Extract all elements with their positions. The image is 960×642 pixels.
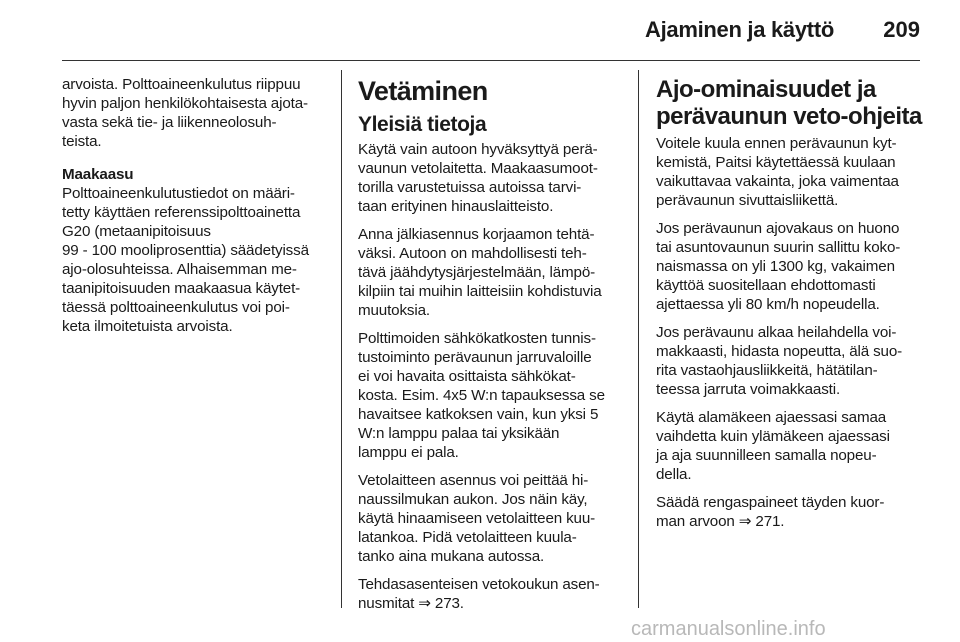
page-header xyxy=(0,0,960,62)
text-line: torilla varustetuissa autoissa tarvi- xyxy=(358,179,582,196)
intro-paragraph xyxy=(62,75,334,151)
paragraph xyxy=(656,408,928,484)
text-line: muutoksia. xyxy=(358,302,430,319)
text-line: ja aja suunnilleen samalla nopeu- xyxy=(656,447,877,464)
text-line: tai asuntovaunun suurin sallittu koko- xyxy=(656,239,901,256)
text-line: teista. xyxy=(62,133,102,150)
heading-line: Ajo-ominaisuudet ja xyxy=(656,76,876,103)
paragraph xyxy=(656,219,928,314)
column-3 xyxy=(656,76,928,540)
text-line: vasta sekä tie- ja liikenneolosuh- xyxy=(62,114,277,131)
text-line: Jos perävaunu alkaa heilahdella voi- xyxy=(656,324,897,341)
page-reference[interactable]: man arvoon ⇒ 271. xyxy=(656,513,785,530)
text-line: naismassa on yli 1300 kg, vakaimen xyxy=(656,258,895,275)
header-divider xyxy=(62,60,920,61)
page-number: 209 xyxy=(883,17,920,42)
page-reference[interactable]: nusmitat ⇒ 273. xyxy=(358,595,464,612)
text-line: perävaunun sivuttaisliikettä. xyxy=(656,192,839,209)
text-line: Käytä vain autoon hyväksyttyä perä- xyxy=(358,141,598,158)
text-line: Anna jälkiasennus korjaamon tehtä- xyxy=(358,226,595,243)
text-line: käytä hinaamiseen vetolaitteen kuu- xyxy=(358,510,596,527)
column-divider-1 xyxy=(341,70,342,608)
text-line: tustoiminto perävaunun jarruvaloille xyxy=(358,349,592,366)
paragraph xyxy=(358,575,628,613)
paragraph xyxy=(358,140,628,216)
text-line: Käytä alamäkeen ajaessasi samaa xyxy=(656,409,887,426)
subheading-yleisia-tietoja: Yleisiä tietoja xyxy=(358,113,487,136)
text-line: Tehdasasenteisen vetokoukun asen- xyxy=(358,576,600,593)
text-line: vaikuttavaa vakainta, joka vaimentaa xyxy=(656,173,899,190)
text-line: G20 (metaanipitoisuus xyxy=(62,223,211,240)
text-line: taanipitoisuuden maakaasua käytet- xyxy=(62,280,301,297)
text-line: naussilmukan aukon. Jos näin käy, xyxy=(358,491,588,508)
paragraph xyxy=(656,493,928,531)
text-line: Säädä rengaspaineet täyden kuor- xyxy=(656,494,885,511)
text-line: Polttimoiden sähkökatkosten tunnis- xyxy=(358,330,596,347)
paragraph xyxy=(656,323,928,399)
paragraph xyxy=(358,225,628,320)
heading-line: perävaunun veto-ohjeita xyxy=(656,103,922,130)
text-line: ei voi havaita osittaista sähkökat- xyxy=(358,368,576,385)
text-line: kilpiin tai muihin laitteisiin kohdistuvia xyxy=(358,283,602,300)
paragraph xyxy=(358,329,628,462)
text-line: Polttoaineenkulutustiedot on määri- xyxy=(62,185,295,202)
text-line: tetty käyttäen referenssipolttoainetta xyxy=(62,204,301,221)
text-line: Vetolaitteen asennus voi peittää hi- xyxy=(358,472,589,489)
text-line: tävä jäähdytysjärjestelmään, lämpö- xyxy=(358,264,596,281)
text-line: arvoista. Polttoaineenkulutus riippuu xyxy=(62,76,301,93)
text-line: vaunun vetolaitetta. Maakaasumoot- xyxy=(358,160,598,177)
text-line: keta ilmoitetuista arvoista. xyxy=(62,318,233,335)
text-line: taan erityinen hinauslaitteisto. xyxy=(358,198,554,215)
text-line: hyvin paljon henkilökohtaisesta ajota- xyxy=(62,95,308,112)
maakaasu-paragraph xyxy=(62,184,334,336)
text-line: della. xyxy=(656,466,692,483)
paragraph xyxy=(358,471,628,566)
subheading-maakaasu: Maakaasu xyxy=(62,166,134,183)
column-2 xyxy=(358,76,628,622)
text-line: ajo-olosuhteissa. Alhaisemman me- xyxy=(62,261,297,278)
column-divider-2 xyxy=(638,70,639,608)
text-line: Jos perävaunun ajovakaus on huono xyxy=(656,220,900,237)
text-line: W:n lamppu palaa tai yksikään xyxy=(358,425,560,442)
text-line: käyttöä suositellaan ehdottomasti xyxy=(656,277,876,294)
text-line: kemistä, Paitsi käytettäessä kuulaan xyxy=(656,154,896,171)
paragraph xyxy=(656,134,928,210)
text-line: vaihdetta kuin ylämäkeen ajaessasi xyxy=(656,428,890,445)
text-line: teessa jarruta voimakkaasti. xyxy=(656,381,841,398)
text-line: latankoa. Pidä vetolaitteen kuula- xyxy=(358,529,577,546)
heading-ajo-ominaisuudet xyxy=(656,76,928,130)
text-line: tanko aina mukana autossa. xyxy=(358,548,545,565)
text-line: väksi. Autoon on mahdollisesti teh- xyxy=(358,245,587,262)
text-line: täessä polttoaineenkulutus voi poi- xyxy=(62,299,290,316)
text-line: ajettaessa yli 80 km/h nopeudella. xyxy=(656,296,880,313)
text-line: makkaasti, hidasta nopeutta, älä suo- xyxy=(656,343,903,360)
text-line: 99 - 100 mooliprosenttia) säädetyissä xyxy=(62,242,309,259)
heading-vetaminen: Vetäminen xyxy=(358,76,488,106)
text-line: lamppu ei pala. xyxy=(358,444,459,461)
text-line: rita vastaohjausliikkeitä, hätätilan- xyxy=(656,362,878,379)
text-line: havaitsee katkoksen vain, kun yksi 5 xyxy=(358,406,599,423)
text-line: Voitele kuula ennen perävaunun kyt- xyxy=(656,135,897,152)
text-line: kosta. Esim. 4x5 W:n tapauksessa se xyxy=(358,387,605,404)
column-1 xyxy=(62,75,334,336)
section-title: Ajaminen ja käyttö xyxy=(645,17,834,42)
watermark: carmanualsonline.info xyxy=(631,618,826,640)
